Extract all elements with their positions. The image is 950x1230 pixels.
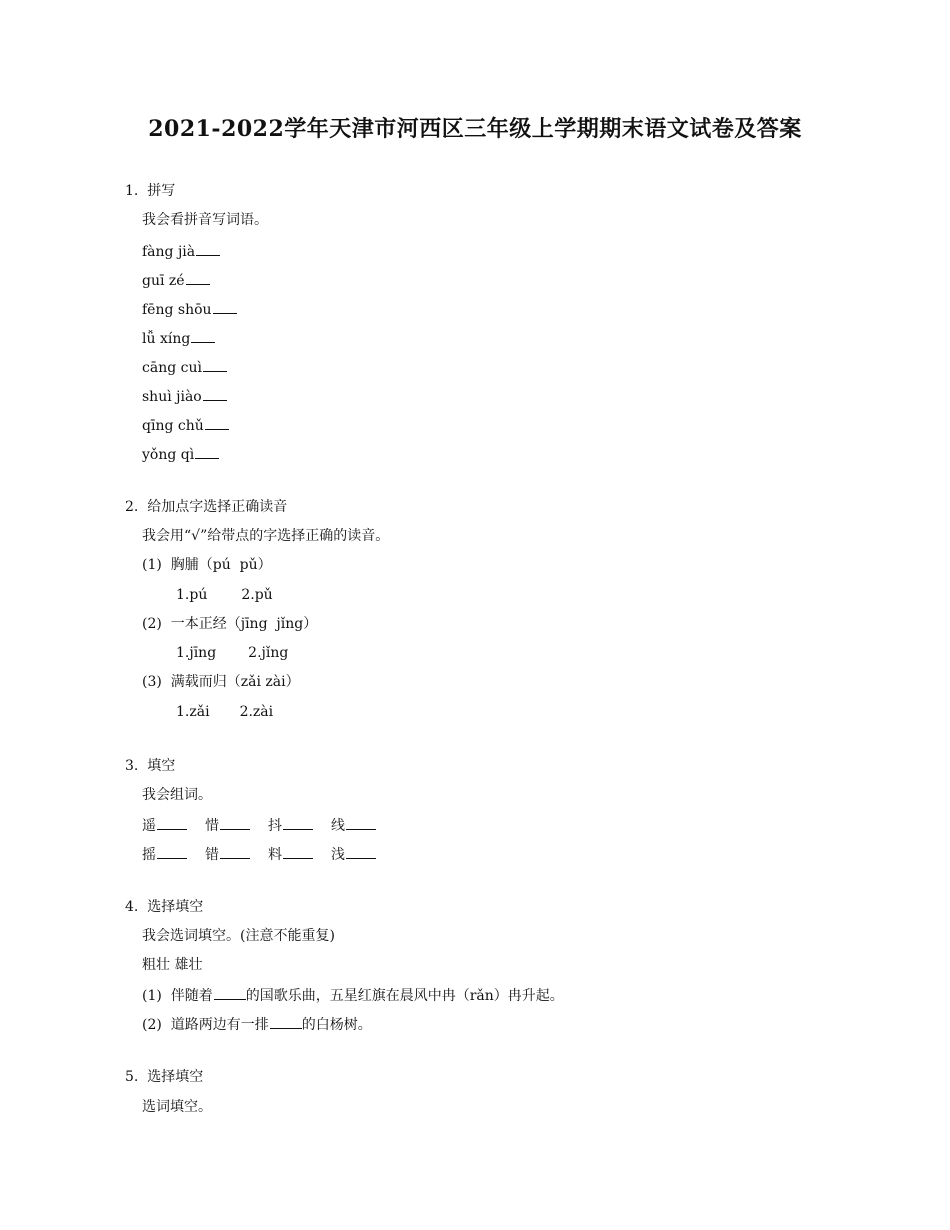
pinyin-text: yǒng qì [142,447,195,463]
option-1[interactable]: 1.zǎi [176,704,210,720]
answer-blank[interactable] [283,815,313,830]
option-1[interactable]: 1.jīng [176,645,217,661]
option-1[interactable]: 1.pú [176,587,208,603]
q5-heading: 5. 选择填空 [125,1069,204,1085]
option-2[interactable]: 2.zài [239,704,274,720]
q1-item [142,328,215,348]
pinyin-text: cāng cuì [142,360,202,376]
page-title: 2021-2022学年天津市河西区三年级上学期期末语文试卷及答案 [148,116,802,142]
answer-blank[interactable] [213,299,237,314]
answer-blank[interactable] [283,844,313,859]
q2-instruction: 我会用“√”给带点的字选择正确的读音。 [142,528,390,544]
pinyin-text: qīng chǔ [142,418,204,434]
q1-heading: 1. 拼写 [125,183,176,199]
q1-item [142,444,219,464]
sentence-text: 的白杨树。 [301,1017,372,1033]
character: 遥 [142,818,156,834]
answer-blank[interactable] [203,386,227,401]
pinyin-text: fàng jià [142,244,196,260]
answer-blank[interactable] [270,1014,302,1029]
answer-blank[interactable] [220,815,250,830]
q4-sentence-2 [142,1014,372,1034]
q2-item-stem: (3) 满载而归（zǎi zài） [142,674,300,690]
character: 抖 [268,818,282,834]
q3-heading: 3. 填空 [125,758,176,774]
q3-row-2 [142,844,376,864]
q2-options [176,586,273,604]
pinyin-text: fēng shōu [142,302,212,318]
q2-options [176,644,288,662]
option-2[interactable]: 2.pǔ [241,587,273,603]
q1-instruction: 我会看拼音写词语。 [142,212,268,228]
q1-item [142,357,227,377]
answer-blank[interactable] [191,328,215,343]
sentence-text: (1) 伴随着 [142,988,213,1004]
answer-blank[interactable] [157,815,187,830]
q4-instruction: 我会选词填空。(注意不能重复) [142,928,335,944]
character: 惜 [205,818,219,834]
q1-item [142,241,220,261]
pinyin-text: guī zé [142,273,185,289]
q4-heading: 4. 选择填空 [125,899,204,915]
q4-sentence-1 [142,985,564,1005]
answer-blank[interactable] [157,844,187,859]
q1-item [142,299,237,319]
answer-blank[interactable] [203,357,227,372]
option-2[interactable]: 2.jǐng [248,645,289,661]
sentence-text: (2) 道路两边有一排 [142,1017,269,1033]
answer-blank[interactable] [346,844,376,859]
character: 错 [205,847,219,863]
answer-blank[interactable] [196,241,220,256]
character: 料 [268,847,282,863]
pinyin-text: shuì jiào [142,389,202,405]
q2-heading: 2. 给加点字选择正确读音 [125,499,288,515]
answer-blank[interactable] [214,985,246,1000]
q1-item [142,415,229,435]
q1-item [142,386,227,406]
answer-blank[interactable] [186,270,210,285]
pinyin-text: lǚ xíng [142,331,191,347]
answer-blank[interactable] [220,844,250,859]
q2-options [176,703,273,721]
sentence-text: 的国歌乐曲，五星红旗在晨风中冉（rǎn）冉升起。 [245,988,564,1004]
q2-item-stem: (1) 胸脯（pú pǔ） [142,557,272,573]
q3-row-1 [142,815,376,835]
q1-item [142,270,210,290]
q3-instruction: 我会组词。 [142,787,212,803]
answer-blank[interactable] [205,415,229,430]
character: 浅 [331,847,345,863]
character: 摇 [142,847,156,863]
answer-blank[interactable] [346,815,376,830]
q5-instruction: 选词填空。 [142,1099,212,1115]
character: 线 [331,818,345,834]
q4-word-bank: 粗壮 雄壮 [142,957,203,973]
q2-item-stem: (2) 一本正经（jīng jǐng） [142,616,318,632]
answer-blank[interactable] [195,444,219,459]
